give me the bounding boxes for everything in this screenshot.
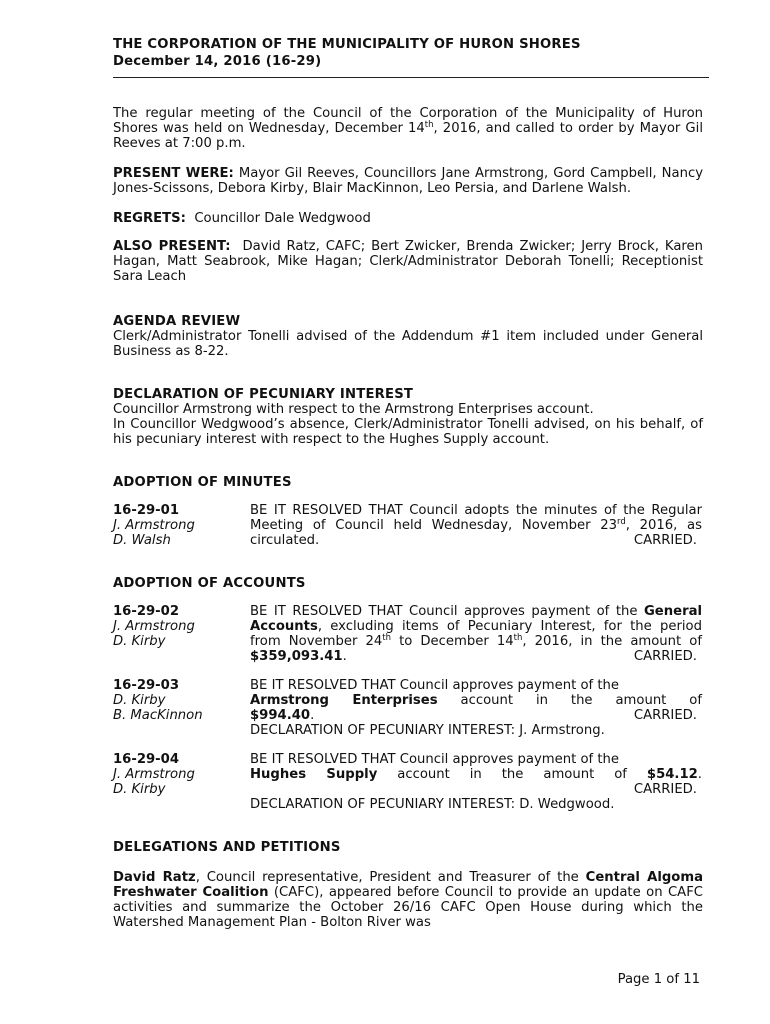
section-heading: AGENDA REVIEW (113, 314, 241, 329)
resolution-16-29-03 (113, 678, 703, 738)
resolution-16-29-04 (113, 752, 703, 812)
mover: D. Kirby (113, 693, 166, 708)
mover: J. Armstrong (113, 767, 195, 782)
document-page (113, 36, 703, 930)
carried-status: CARRIED. (633, 533, 697, 548)
intro-paragraph: The regular meeting of the Council of the Corporation of the Municipality of Huron Shores was held on Wednesday, December 14th, 2016, and called to order by Mayor Gil Reeves at 7:00 p.m. (113, 106, 703, 151)
organization-name: Central Algoma Freshwater Coalition (113, 870, 703, 900)
regrets-label: REGRETS: (113, 211, 186, 226)
agenda-review-section (113, 314, 703, 359)
resolution-meta (113, 678, 243, 723)
amount: $359,093.41 (250, 649, 343, 664)
delegate-name: David Ratz (113, 870, 196, 885)
carried-status: CARRIED. (633, 649, 697, 664)
also-present-label: ALSO PRESENT: (113, 239, 231, 254)
adoption-minutes-section (113, 475, 703, 548)
resolution-number: 16-29-01 (113, 503, 180, 518)
section-heading: DECLARATION OF PECUNIARY INTEREST (113, 387, 414, 402)
present-label: PRESENT WERE: (113, 166, 234, 181)
section-heading: DELEGATIONS AND PETITIONS (113, 840, 341, 855)
resolution-number: 16-29-04 (113, 752, 180, 767)
seconder: D. Kirby (113, 782, 166, 797)
resolution-text: BE IT RESOLVED THAT Council approves payment of the Armstrong Enterprises account in the amount of $994.40. CARRIED. DECLARATION OF PECUNIARY INTEREST: J. Armstrong. (250, 678, 702, 738)
declaration-line: DECLARATION OF PECUNIARY INTEREST: J. Armstrong. (250, 723, 605, 738)
carried-status: CARRIED. (633, 708, 697, 723)
resolution-meta (113, 503, 243, 548)
amount: $54.12 (646, 767, 698, 782)
organization-title: THE CORPORATION OF THE MUNICIPALITY OF HURON SHORES (113, 37, 581, 52)
document-header (113, 36, 703, 70)
resolution-number: 16-29-02 (113, 604, 180, 619)
resolution-text: BE IT RESOLVED THAT Council adopts the minutes of the Regular Meeting of Council held Wednesday, November 23rd, 2016, as circulated. CARRIED. (250, 503, 702, 548)
page-number: Page 1 of 11 (617, 972, 700, 987)
mover: J. Armstrong (113, 619, 195, 634)
agenda-review-text: Clerk/Administrator Tonelli advised of the Addendum #1 item included under General Business as 8-22. (113, 329, 703, 359)
resolution-meta (113, 752, 243, 797)
section-heading: ADOPTION OF MINUTES (113, 475, 292, 490)
meeting-date: December 14, 2016 (16-29) (113, 54, 322, 69)
resolution-16-29-02 (113, 604, 703, 664)
resolution-16-29-01 (113, 503, 703, 548)
resolution-text: BE IT RESOLVED THAT Council approves payment of the Hughes Supply account in the amount of $54.12. CARRIED. DECLARATION OF PECUNIARY INTEREST: D. Wedgwood. (250, 752, 702, 812)
resolution-meta (113, 604, 243, 649)
regrets: REGRETS: Councillor Dale Wedgwood (113, 211, 371, 226)
present-were: PRESENT WERE: Mayor Gil Reeves, Councillors Jane Armstrong, Gord Campbell, Nancy Jones-Scissons, Debora Kirby, Blair MacKinnon, Leo Persia, and Darlene Walsh. (113, 166, 704, 196)
delegation-paragraph: David Ratz, Council representative, President and Treasurer of the Central Algoma Freshwater Coalition (CAFC), appeared before Council to provide an update on CAFC activities and summarize the October 26/16 CAFC Open House during which the Watershed Management Plan - Bolton River was (113, 870, 703, 930)
mover: J. Armstrong (113, 518, 195, 533)
section-heading: ADOPTION OF ACCOUNTS (113, 576, 306, 591)
seconder: D. Walsh (113, 533, 171, 548)
pecuniary-section (113, 387, 703, 447)
pecuniary-line: In Councillor Wedgwood’s absence, Clerk/Administrator Tonelli advised, on his behalf, of his pecuniary interest with respect to the Hughes Supply account. (113, 417, 703, 447)
delegations-section (113, 840, 703, 930)
seconder: D. Kirby (113, 634, 166, 649)
resolution-number: 16-29-03 (113, 678, 180, 693)
also-present: ALSO PRESENT: David Ratz, CAFC; Bert Zwicker, Brenda Zwicker; Jerry Brock, Karen Hagan, Matt Seabrook, Mike Hagan; Clerk/Administrator Deborah Tonelli; Receptionist Sara Leach (113, 239, 704, 284)
seconder: B. MacKinnon (113, 708, 203, 723)
amount: $994.40 (250, 708, 311, 723)
adoption-accounts-section (113, 576, 703, 812)
resolution-text: BE IT RESOLVED THAT Council approves payment of the General Accounts, excluding items of Pecuniary Interest, for the period from November 24th to December 14th, 2016, in the amount of $359,093.41. CARRIED. (250, 604, 702, 664)
pecuniary-line: Councillor Armstrong with respect to the Armstrong Enterprises account. (113, 402, 594, 417)
carried-status: CARRIED. (633, 782, 697, 797)
declaration-line: DECLARATION OF PECUNIARY INTEREST: D. Wedgwood. (250, 797, 615, 812)
